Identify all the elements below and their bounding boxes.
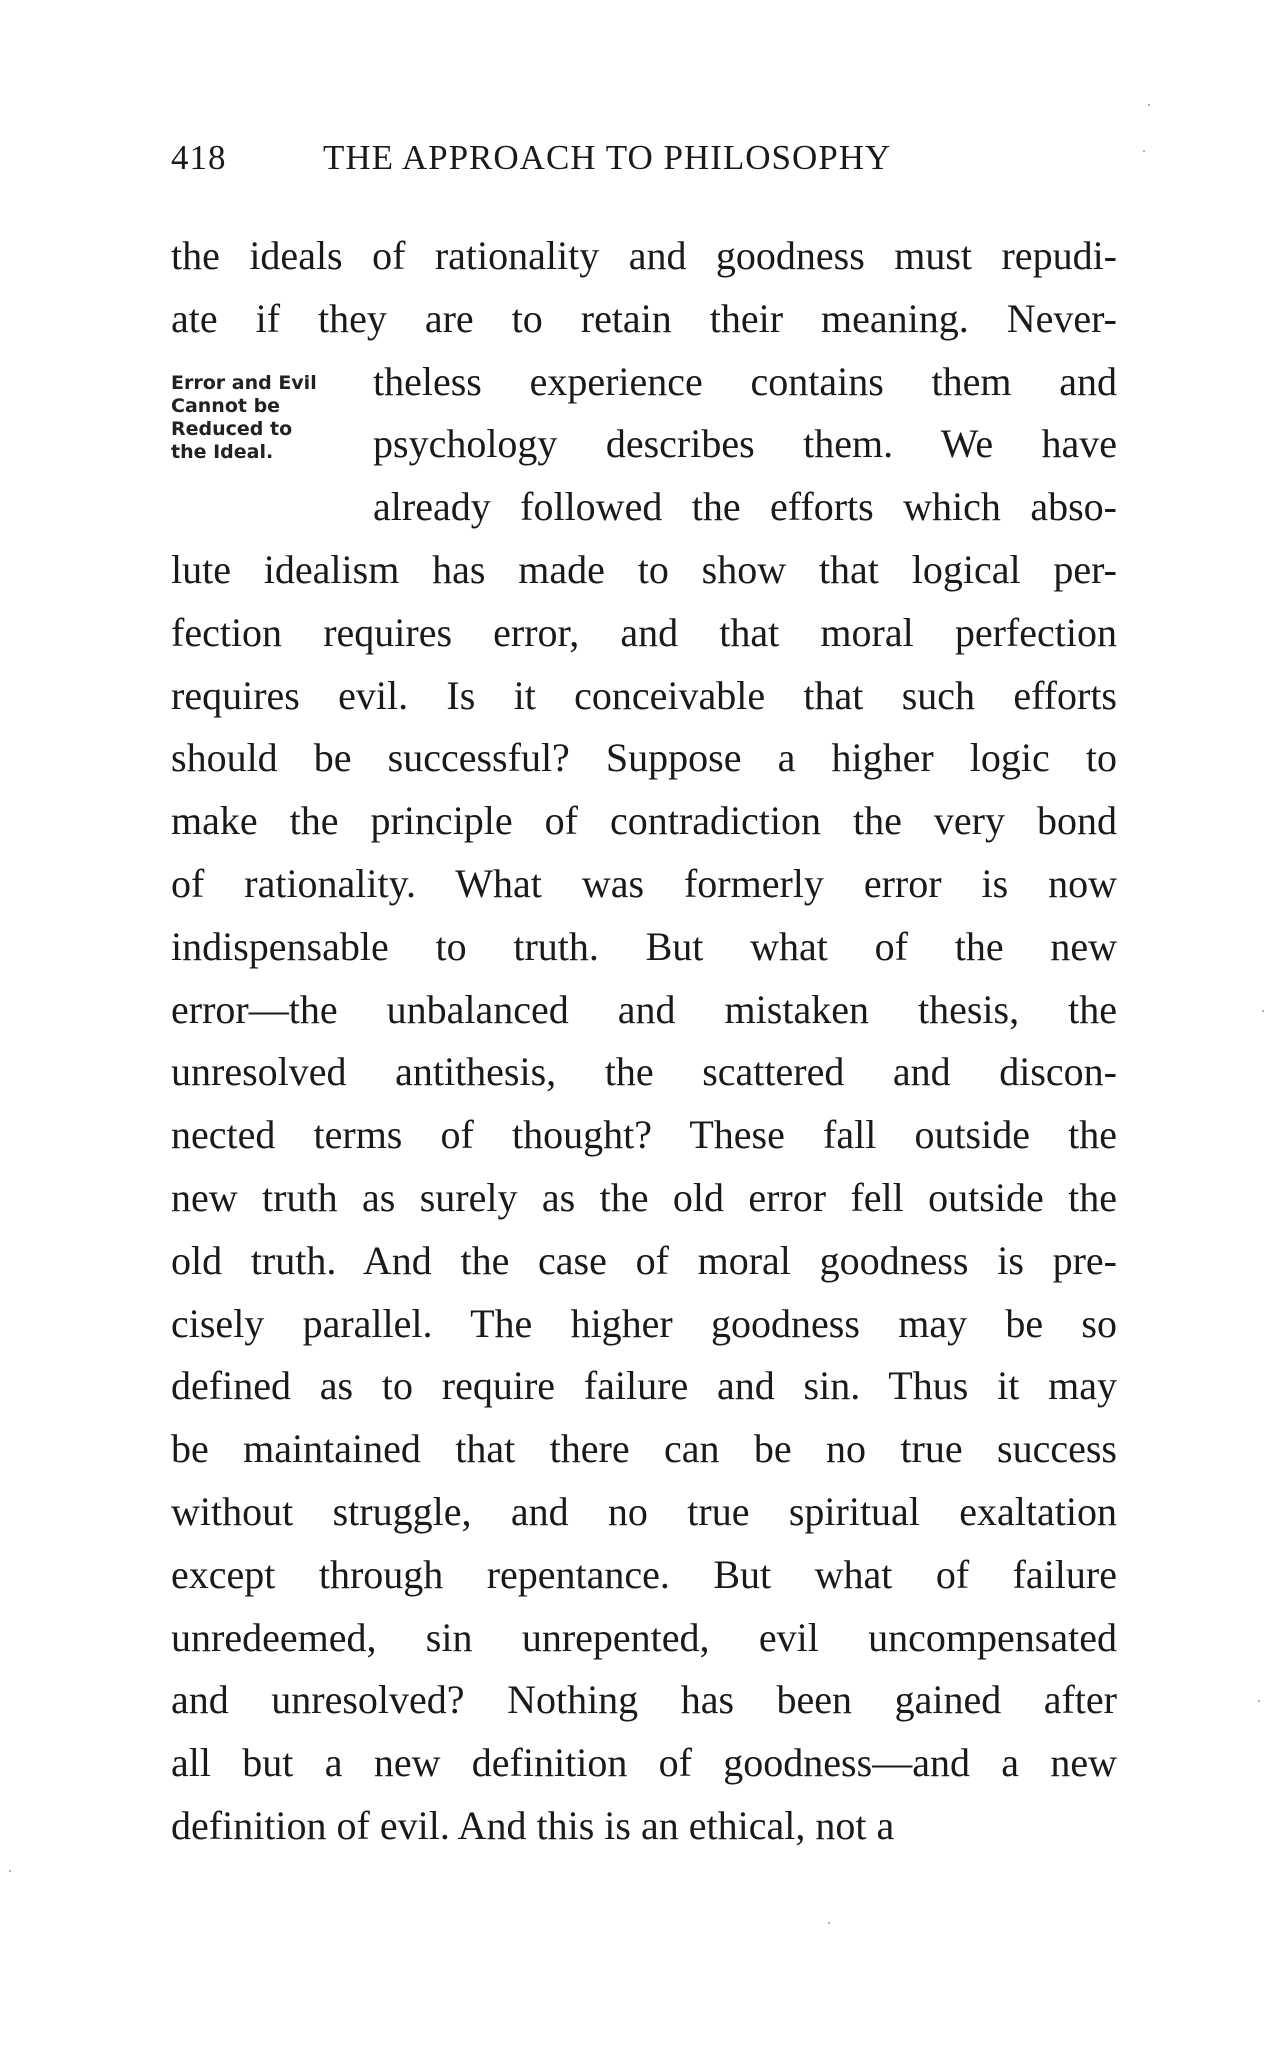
text-line: unresolved antithesis, the scattered and discon- — [171, 1049, 1117, 1095]
text-line: already followed the efforts which abso- — [373, 484, 1117, 530]
running-head-title: THE APPROACH TO PHILOSOPHY — [323, 138, 892, 177]
scan-speck — [9, 1870, 11, 1872]
margin-note-line: the Ideal. — [171, 441, 274, 463]
margin-note-line: Cannot be — [171, 395, 281, 417]
body-text — [171, 225, 1117, 1858]
text-line: be maintained that there can be no true success — [171, 1426, 1117, 1472]
scan-speck — [1143, 150, 1145, 152]
text-line: nected terms of thought? These fall outside the — [171, 1112, 1117, 1158]
text-line: without struggle, and no true spiritual exaltation — [171, 1488, 1117, 1534]
text-line: theless experience contains them and — [373, 358, 1117, 404]
page-number: 418 — [171, 138, 227, 177]
text-line: fection requires error, and that moral perfection — [171, 609, 1117, 655]
running-head — [171, 138, 1117, 186]
text-line: ate if they are to retain their meaning. Never- — [171, 295, 1117, 341]
scan-speck — [1258, 1700, 1260, 1702]
scan-speck — [828, 1922, 830, 1924]
scan-speck — [1262, 1010, 1264, 1012]
text-line: should be successful? Suppose a higher logic to — [171, 735, 1117, 781]
text-line: all but a new definition of goodness—and a new — [171, 1740, 1117, 1786]
text-line: lute idealism has made to show that logical per- — [171, 546, 1117, 592]
text-line: cisely parallel. The higher goodness may be so — [171, 1300, 1117, 1346]
text-line: new truth as surely as the old error fell outside the — [171, 1174, 1117, 1220]
text-line: the ideals of rationality and goodness must repudi- — [171, 233, 1117, 278]
text-line: and unresolved? Nothing has been gained after — [171, 1677, 1117, 1723]
text-line: definition of evil. And this is an ethical, not a — [171, 1802, 895, 1848]
text-line: old truth. And the case of moral goodness is pre- — [171, 1237, 1117, 1283]
margin-note-line: Reduced to — [171, 418, 293, 440]
text-line: indispensable to truth. But what of the new — [171, 923, 1117, 969]
text-line: error—the unbalanced and mistaken thesis, the — [171, 986, 1117, 1032]
margin-note-line: Error and Evil — [171, 372, 317, 394]
text-line: unredeemed, sin unrepented, evil uncompensated — [171, 1614, 1117, 1660]
text-line: of rationality. What was formerly error is now — [171, 860, 1117, 906]
text-line: defined as to require failure and sin. Thus it may — [171, 1363, 1117, 1409]
text-line: requires evil. Is it conceivable that such efforts — [171, 672, 1117, 718]
text-line: except through repentance. But what of failure — [171, 1551, 1117, 1597]
text-line: make the principle of contradiction the very bond — [171, 798, 1117, 844]
scan-speck — [1148, 104, 1150, 106]
text-line: psychology describes them. We have — [373, 421, 1117, 467]
